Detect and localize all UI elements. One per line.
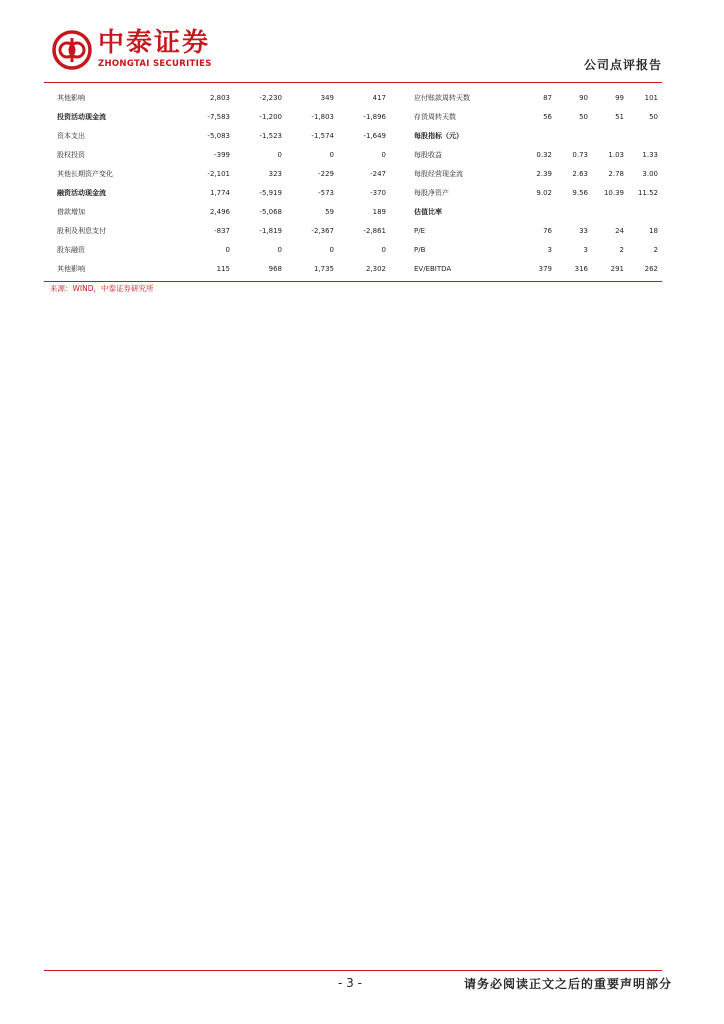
cell-value-left: -1,523	[259, 131, 282, 140]
cell-value-right: 76	[543, 226, 552, 235]
source-note: 来源：WIND，中泰证券研究所	[50, 284, 154, 293]
cell-value-right: 316	[574, 264, 588, 273]
row-label-right: 每股净资产	[414, 188, 449, 197]
cell-value-right: 99	[615, 93, 624, 102]
cell-value-right: 87	[543, 93, 552, 102]
cell-value-left: 0	[329, 245, 334, 254]
cell-value-left: -2,101	[207, 169, 230, 178]
table-row	[44, 126, 662, 145]
cell-value-left: 189	[372, 207, 386, 216]
report-type: 公司点评报告	[583, 58, 662, 72]
cell-value-right	[556, 126, 592, 145]
cell-value-right: 2.78	[608, 169, 624, 178]
table-row	[44, 164, 662, 183]
cell-value-right	[592, 202, 628, 221]
cell-value-right: 0.32	[536, 150, 552, 159]
cell-value-right: 50	[579, 112, 588, 121]
cell-value-right: 56	[543, 112, 552, 121]
cell-value-left: -5,083	[207, 131, 230, 140]
cell-value-left: -2,230	[259, 93, 282, 102]
row-label-right: 应付账款周转天数	[414, 93, 470, 102]
cell-value-right: 1.33	[642, 150, 658, 159]
cell-value-right: 2.63	[572, 169, 588, 178]
table-row	[44, 183, 662, 202]
row-label-left: 资本支出	[57, 131, 85, 140]
cell-value-left: 0	[381, 245, 386, 254]
cell-value-right: 262	[644, 264, 658, 273]
cell-value-left: -370	[370, 188, 386, 197]
row-label-left: 其他影响	[57, 264, 85, 273]
financial-table	[44, 88, 662, 278]
table-row	[44, 259, 662, 278]
cell-value-left: -247	[370, 169, 386, 178]
cell-value-right: 2	[619, 245, 624, 254]
cell-value-right: 50	[649, 112, 658, 121]
page-header	[0, 0, 724, 84]
cell-value-left: -229	[318, 169, 334, 178]
cell-value-right	[522, 126, 556, 145]
cell-value-right	[556, 202, 592, 221]
cell-value-right: 90	[579, 93, 588, 102]
cell-value-right: 2.39	[536, 169, 552, 178]
cell-value-left: -1,649	[363, 131, 386, 140]
cell-value-left: 2,803	[209, 93, 230, 102]
cell-value-left: -399	[214, 150, 230, 159]
cell-value-left: 115	[216, 264, 230, 273]
row-label-right: 每股收益	[414, 150, 442, 159]
cell-value-left: 349	[320, 93, 334, 102]
row-label-left: 其他长期资产变化	[57, 169, 113, 178]
table-row	[44, 221, 662, 240]
cell-value-right: 101	[644, 93, 658, 102]
table-row	[44, 88, 662, 107]
header-divider	[44, 82, 662, 83]
cell-value-left: -7,583	[207, 112, 230, 121]
zhongtai-logo-icon	[52, 30, 92, 70]
row-label-left: 借款增加	[57, 207, 85, 216]
table-row	[44, 240, 662, 259]
cell-value-right: 1.03	[608, 150, 624, 159]
cell-value-right: 9.02	[536, 188, 552, 197]
cell-value-right: 11.52	[637, 188, 658, 197]
row-label-right: P/B	[414, 245, 426, 254]
cell-value-right: 3	[583, 245, 588, 254]
cell-value-left: 0	[277, 245, 282, 254]
cell-value-right: 3	[547, 245, 552, 254]
cell-value-right: 0.73	[572, 150, 588, 159]
row-label-left: 融资活动现金流	[57, 188, 106, 197]
cell-value-right: 291	[610, 264, 624, 273]
cell-value-right: 10.39	[603, 188, 624, 197]
row-label-left: 投资活动现金流	[57, 112, 106, 121]
table-bottom-divider	[44, 281, 662, 282]
row-label-right: 存货周转天数	[414, 112, 456, 121]
table-row	[44, 107, 662, 126]
cell-value-left: 968	[268, 264, 282, 273]
brand-name-cn: 中泰证券	[98, 28, 211, 58]
table-row	[44, 145, 662, 164]
cell-value-left: -5,919	[259, 188, 282, 197]
row-label-right: P/E	[414, 226, 426, 235]
row-label-left: 股东融资	[57, 245, 85, 254]
row-label-left: 其他影响	[57, 93, 85, 102]
cell-value-left: 417	[372, 93, 386, 102]
cell-value-right	[628, 202, 662, 221]
cell-value-right: 51	[615, 112, 624, 121]
cell-value-left: 2,302	[365, 264, 386, 273]
cell-value-left: 323	[268, 169, 282, 178]
cell-value-left: -1,574	[311, 131, 334, 140]
cell-value-left: -573	[318, 188, 334, 197]
cell-value-left: -1,896	[363, 112, 386, 121]
cell-value-left: -1,819	[259, 226, 282, 235]
page-number: - 3 -	[338, 976, 362, 990]
cell-value-left: 0	[225, 245, 230, 254]
cell-value-right: 24	[615, 226, 624, 235]
row-label-left: 股利及利息支付	[57, 226, 106, 235]
row-label-left: 股权投资	[57, 150, 85, 159]
cell-value-left: 0	[329, 150, 334, 159]
row-label-right: 每股经营现金流	[414, 169, 463, 178]
cell-value-right: 33	[579, 226, 588, 235]
cell-value-right	[592, 126, 628, 145]
cell-value-left: -5,068	[259, 207, 282, 216]
table-body	[44, 88, 662, 278]
row-label-right: 估值比率	[414, 207, 442, 216]
cell-value-left: -2,367	[311, 226, 334, 235]
cell-value-left: 0	[277, 150, 282, 159]
table-row	[44, 202, 662, 221]
cell-value-left: -1,200	[259, 112, 282, 121]
cell-value-left: 0	[381, 150, 386, 159]
cell-value-left: 2,496	[209, 207, 230, 216]
row-label-right: EV/EBITDA	[414, 264, 452, 273]
cell-value-left: -1,803	[311, 112, 334, 121]
cell-value-right	[628, 126, 662, 145]
cell-value-left: 1,735	[313, 264, 334, 273]
cell-value-right: 9.56	[572, 188, 588, 197]
cell-value-right	[522, 202, 556, 221]
row-label-right: 每股指标（元）	[414, 131, 463, 140]
cell-value-right: 18	[649, 226, 658, 235]
cell-value-left: 1,774	[209, 188, 230, 197]
brand-name-en: ZHONGTAI SECURITIES	[98, 59, 212, 69]
cell-value-left: -837	[214, 226, 230, 235]
cell-value-right: 3.00	[642, 169, 658, 178]
cell-value-right: 379	[538, 264, 552, 273]
disclaimer: 请务必阅读正文之后的重要声明部分	[463, 977, 672, 991]
cell-value-right: 2	[653, 245, 658, 254]
cell-value-left: 59	[325, 207, 334, 216]
footer-divider	[44, 970, 662, 971]
cell-value-left: -2,861	[363, 226, 386, 235]
